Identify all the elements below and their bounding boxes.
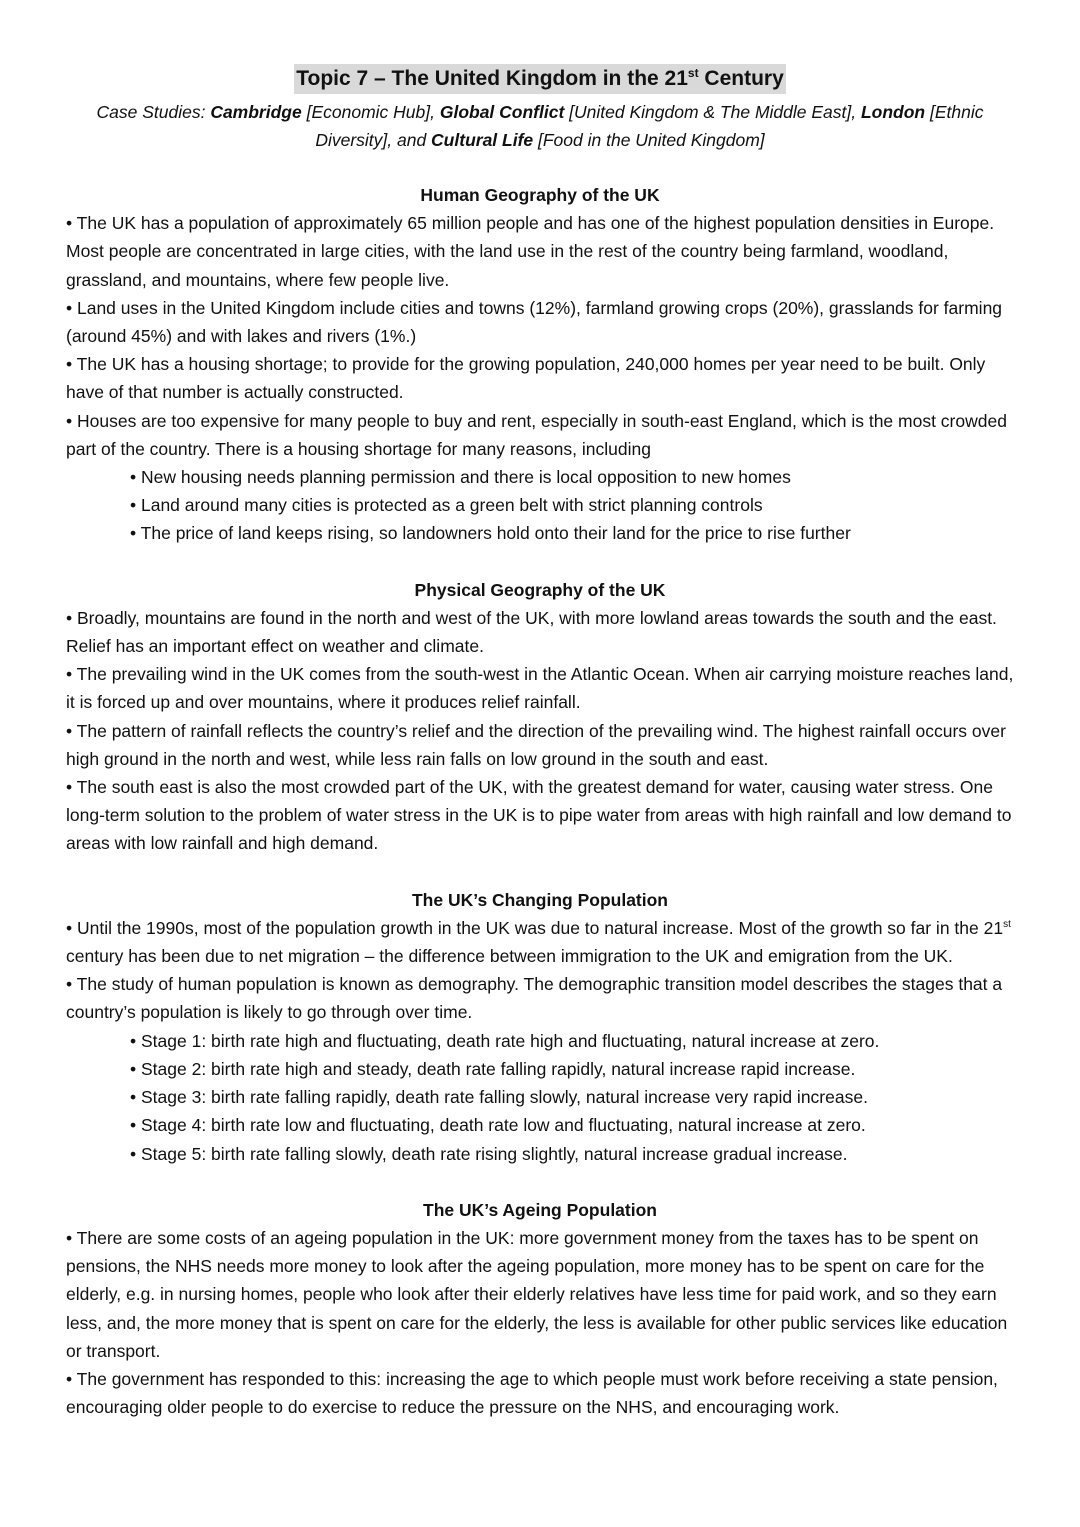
section-heading: The UK’s Changing Population [411,889,668,910]
bullet-paragraph: • Land uses in the United Kingdom include cities and towns (12%), farmland growing crops (20%), grasslands for farming (around 45%) and with lakes and rivers (1%.) [66,297,1003,347]
paragraph-text: • Until the 1990s, most of the population growth in the UK was due to natural increase. Most of the growth so far in the 21 [66,917,1004,938]
case-study-cambridge-detail: [Economic Hub], [301,102,440,122]
case-study-london-detail: [Ethnic Diversity], and [315,102,984,150]
list-item: • Stage 4: birth rate low and fluctuating, death rate low and fluctuating, natural increase at zero. [130,1115,866,1136]
case-study-cambridge: Cambridge [210,102,302,122]
superscript: st [1003,919,1011,931]
bullet-paragraph: • The prevailing wind in the UK comes from the south-west in the Atlantic Ocean. When air carrying moisture reaches land, it is forced up and over mountains, where it produces relief rainfall. [66,664,1014,713]
bullet-paragraph: • The pattern of rainfall reflects the country’s relief and the direction of the prevailing wind. The highest rainfall occurs over high ground in the north and west, while less rain falls on low ground in the south and east. [66,720,1006,769]
title-text: Topic 7 – The United Kingdom in the 21 [296,67,688,90]
title-row [66,64,1014,94]
bullet-paragraph: • The south east is also the most crowded part of the UK, with the greatest demand for water, causing water stress. One long-term solution to the problem of water stress in the UK is to pipe water from areas with high rainfall and low demand to areas with low rainfall and high demand. [66,777,1012,854]
bullet-paragraph: • The government has responded to this: increasing the age to which people must work before receiving a state pension, encouraging older people to do exercise to reduce the pressure on the NHS, and encouraging work. [66,1368,998,1418]
paragraph-text-end: century has been due to net migration – the difference between immigration to the UK and emigration from the UK. [66,946,953,967]
demographic-stages-list [66,1027,1014,1168]
case-study-cultural-life-detail: [Food in the United Kingdom] [533,130,765,150]
case-study-global-conflict-detail: [United Kingdom & The Middle East], [564,102,861,122]
section-human-geography [66,181,1014,548]
list-item: • The price of land keeps rising, so landowners hold onto their land for the price to rise further [130,523,851,544]
case-study-london: London [860,102,926,122]
bullet-paragraph: • The UK has a housing shortage; to provide for the growing population, 240,000 homes per year need to be built. Only have of that number is actually constructed. [66,354,986,403]
title-text-end: Century [698,67,784,90]
case-studies-line [66,98,1014,154]
document-page [66,64,1014,1449]
bullet-paragraph [66,914,1014,970]
section-heading: The UK’s Ageing Population [423,1199,657,1220]
title-superscript: st [687,66,699,80]
bullet-paragraph: • Houses are too expensive for many people to buy and rent, especially in south-east England, which is the most crowded part of the country. There is a housing shortage for many reasons, including [66,410,1007,459]
list-item: • New housing needs planning permission and there is local opposition to new homes [130,467,791,488]
case-study-cultural-life: Cultural Life [431,130,534,150]
bullet-paragraph: • The UK has a population of approximately 65 million people and has one of the highest population densities in Europe. Most people are concentrated in large cities, with the land use in the rest of the country being farmland, woodland, grassland, and mountains, where few people live. [66,213,995,290]
list-item: • Stage 1: birth rate high and fluctuating, death rate high and fluctuating, natural increase at zero. [130,1030,880,1051]
section-heading: Human Geography of the UK [420,185,660,205]
page-title [294,64,786,94]
section-ageing-population [66,1196,1014,1422]
list-item: • Stage 2: birth rate high and steady, death rate falling rapidly, natural increase rapid increase. [130,1058,856,1079]
list-item: • Stage 5: birth rate falling slowly, death rate rising slightly, natural increase gradual increase. [130,1143,848,1164]
section-heading: Physical Geography of the UK [414,579,666,600]
housing-reasons-list [66,463,1014,548]
case-studies-lead: Case Studies: [96,102,211,122]
case-study-global-conflict: Global Conflict [439,102,565,122]
list-item: • Stage 3: birth rate falling rapidly, death rate falling slowly, natural increase very rapid increase. [130,1087,868,1108]
bullet-paragraph: • Broadly, mountains are found in the north and west of the UK, with more lowland areas towards the south and the east. Relief has an important effect on weather and climate. [66,607,997,657]
section-changing-population [66,886,1014,1168]
bullet-paragraph: • The study of human population is known as demography. The demographic transition model describes the stages that a country’s population is likely to go through over time. [66,974,1003,1023]
list-item: • Land around many cities is protected as a green belt with strict planning controls [130,495,763,516]
section-physical-geography [66,576,1014,858]
bullet-paragraph: • There are some costs of an ageing population in the UK: more government money from the taxes has to be spent on pensions, the NHS needs more money to look after the ageing population, more money has to be spent on care for the elderly, e.g. in nursing homes, people who look after their elderly relatives have less time for paid work, and so they earn less, and, the more money that is spent on care for the elderly, the less is available for other public services like education or transport. [66,1227,1008,1361]
